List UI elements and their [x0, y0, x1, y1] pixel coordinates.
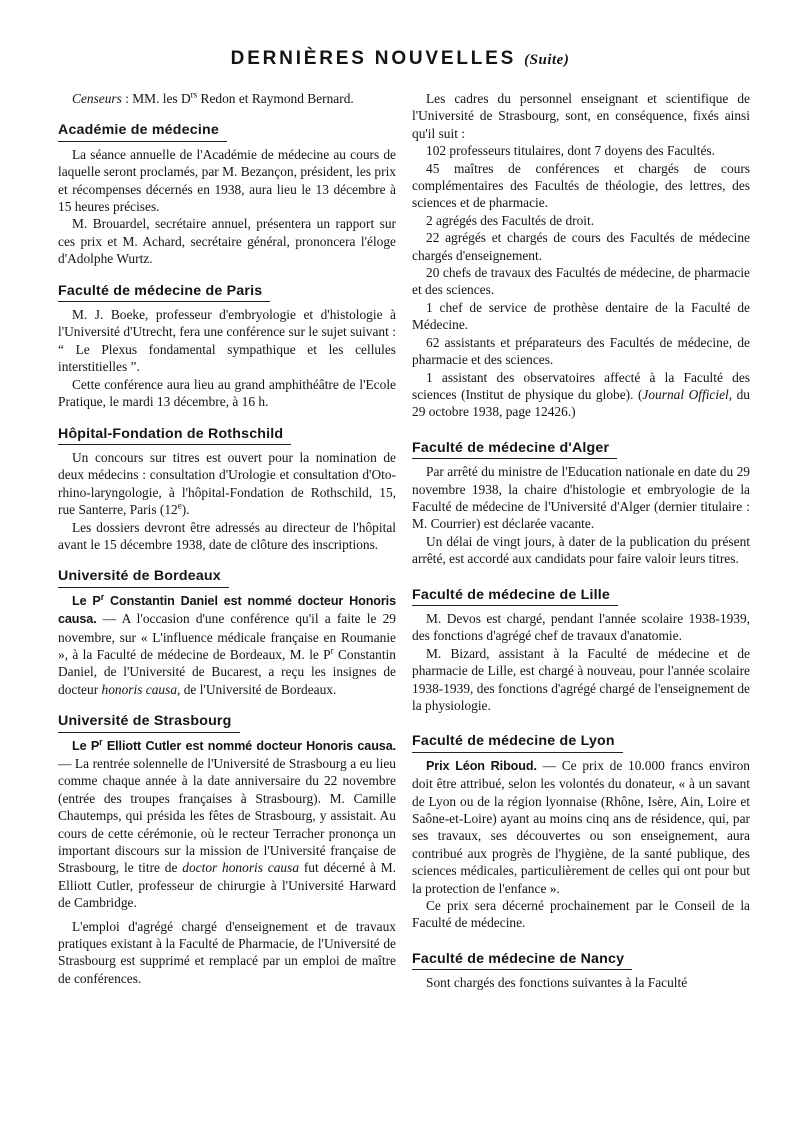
- paragraph: Le $P^r$ Elliott Cutler est nommé docteur Honoris causa. — La rentrée solennelle de l'Université de Strasbourg a eu lieu comme chaque année à la date anniversaire du 22 novembre (entrée des troupes françaises à Strasbourg). M. Camille Chautemps, qui présida les fêtes de Strasbourg, y assistait. Au cours de cette cérémonie, où le recteur Terracher prononça un important discours sur la mission de l'Université française de Strasbourg, le titre de doctor honoris causa fut décerné à M. Elliott Cutler, professeur de chirurgie à l'Université Harward de Cambridge.: [58, 736, 396, 911]
- section-cadres: [412, 90, 750, 421]
- paragraph: M. Brouardel, secrétaire annuel, présentera un rapport sur ces prix et M. Achard, secrétaire général, prononcera l'éloge d'Adolphe Wurtz.: [58, 216, 396, 267]
- paragraph: M. Devos est chargé, pendant l'année scolaire 1938-1939, des fonctions d'agrégé chef de travaux d'anatomie.: [412, 610, 750, 644]
- censeurs-paragraph: Censeurs : MM. les $D^{rs}$ Redon et Raymond Bernard.: [72, 89, 354, 106]
- paragraph: Le $P^r$ Constantin Daniel est nommé docteur Honoris causa. — A l'occasion d'une conférence qu'il a faite le 29 novembre, sur « L'influence médicale française en Roumanie », à la Faculté de médecine de Bordeaux, M. le $P^r$ Constantin Daniel, de l'Université de Bucarest, a reçu les insignes de docteur honoris causa, de l'Université de Bordeaux.: [58, 591, 396, 697]
- section-strasbourg: [58, 712, 396, 987]
- section-academie: [58, 121, 396, 267]
- section-title: Faculté de médecine de Nancy: [412, 951, 632, 970]
- section-title: Université de Bordeaux: [58, 568, 229, 587]
- paragraph: M. J. Boeke, professeur d'embryologie et d'histologie à l'Université d'Utrecht, fera une conférence sur le sujet suivant : “ Le Plexus fondamental sympathique et les cellules interstitielles ”.: [58, 307, 396, 375]
- section-title: Faculté de médecine de Lyon: [412, 733, 623, 752]
- paragraph: Prix Léon Riboud. — Ce prix de 10.000 francs environ doit être attribué, selon les volontés du donateur, « à un savant de Lyon ou de la région lyonnaise (Rhône, Isère, Ain, Loire et Saône-et-Loire) ayant au moins cinq ans de résidence, qui, par ses travaux, ses découvertes ou son enseignement, aura contribué aux progrès de l'hygiène, de la santé publique, des sciences médicales, particulièrement de celles qui ont pour but la protection de l'enfance ».: [412, 757, 750, 896]
- paragraph: L'emploi d'agrégé chargé d'enseignement et de travaux pratiques existant à la Faculté de Pharmacie, de l'Université de Strasbourg est supprimé et remplacé par un emploi de maître de conférences.: [58, 918, 396, 986]
- section-title: Faculté de médecine d'Alger: [412, 440, 617, 459]
- page-title: DERNIÈRES NOUVELLES: [230, 48, 517, 69]
- paragraph: Les cadres du personnel enseignant et scientifique de l'Université de Strasbourg, sont, en conséquence, fixés ainsi qu'il suit :: [412, 91, 750, 141]
- list-item: 1 assistant des observatoires affecté à la Faculté des sciences (Institut de physique du globe). (Journal Officiel, du 29 octobre 1938, page 12426.): [412, 369, 750, 420]
- section-nancy: [412, 950, 750, 992]
- page-title-suffix: (Suite): [524, 52, 570, 68]
- page-header: [0, 48, 800, 70]
- section-title: Académie de médecine: [58, 122, 227, 141]
- section-paris: [58, 282, 396, 411]
- lead-text: Prix Léon Riboud.: [426, 758, 537, 773]
- list-item: 2 agrégés des Facultés de droit.: [426, 212, 595, 228]
- list-item: 20 chefs de travaux des Facultés de médecine, de pharmacie et des sciences.: [412, 265, 750, 298]
- lead-text: Le $P^r$ Constantin Daniel est nommé docteur Honoris causa.: [58, 591, 396, 627]
- section-lyon: [412, 732, 750, 931]
- list-item: 102 professeurs titulaires, dont 7 doyens des Facultés.: [426, 143, 715, 159]
- section-title: Hôpital-Fondation de Rothschild: [58, 426, 291, 445]
- section-alger: [412, 439, 750, 568]
- paragraph: Par arrêté du ministre de l'Education nationale en date du 29 novembre 1938, la chaire d'histologie et embryologie de la Faculté de médecine de l'Université d'Alger (dernier titulaire : M. Courrier) est déclarée vacante.: [412, 464, 750, 532]
- left-column: [58, 90, 396, 987]
- section-title: Faculté de médecine de Paris: [58, 283, 270, 302]
- list-item: 22 agrégés et chargés de cours des Facultés de médecine chargés d'enseignement.: [412, 230, 750, 263]
- paragraph: Un concours sur titres est ouvert pour la nomination de deux médecins : consultation d'Urologie et consultation d'Oto-rhino-laryngologie, à l'hôpital-Fondation de Rothschild, 15, rue Santerre, Paris (12e).: [58, 449, 396, 518]
- paragraph: M. Bizard, assistant à la Faculté de médecine et de pharmacie de Lille, est chargé à nouveau, pour l'année scolaire 1938-1939, des fonctions d'agrégé chargé de l'enseignement de la physiologie.: [412, 645, 750, 713]
- paragraph: Cette conférence aura lieu au grand amphithéâtre de l'Ecole Pratique, le mardi 13 décembre, à 16 h.: [58, 376, 396, 410]
- list-item: 62 assistants et préparateurs des Facultés de médecine, de pharmacie et des sciences.: [412, 334, 750, 368]
- paragraph: La séance annuelle de l'Académie de médecine au cours de laquelle seront proclamés, par M. Bezançon, président, les prix et récompenses décernés en 1938, aura lieu le 13 décembre à 15 heures précises.: [58, 146, 396, 215]
- section-title: Université de Strasbourg: [58, 713, 240, 732]
- paragraph: Sont chargés des fonctions suivantes à la Faculté: [426, 975, 688, 991]
- list-item: 1 chef de service de prothèse dentaire de la Faculté de Médecine.: [412, 299, 750, 333]
- list-item: 45 maîtres de conférences et chargés de cours complémentaires des Facultés de théologie, des lettres, des sciences et de pharmacie.: [412, 160, 750, 211]
- section-bordeaux: [58, 567, 396, 698]
- section-rothschild: [58, 425, 396, 554]
- paragraph: Les dossiers devront être adressés au directeur de l'hôpital avant le 15 décembre 1938, date de clôture des inscriptions.: [58, 519, 396, 552]
- section-title: Faculté de médecine de Lille: [412, 587, 618, 606]
- paragraph: Ce prix sera décerné prochainement par le Conseil de la Faculté de médecine.: [412, 898, 750, 931]
- censeurs-label: Censeurs: [72, 91, 122, 106]
- lead-text: Le $P^r$ Elliott Cutler est nommé docteur Honoris causa.: [72, 736, 396, 753]
- right-column: [412, 90, 750, 992]
- paragraph: Un délai de vingt jours, à dater de la publication du présent arrêté, est accordé aux candidats pour faire valoir leurs titres.: [412, 533, 750, 567]
- section-lille: [412, 586, 750, 715]
